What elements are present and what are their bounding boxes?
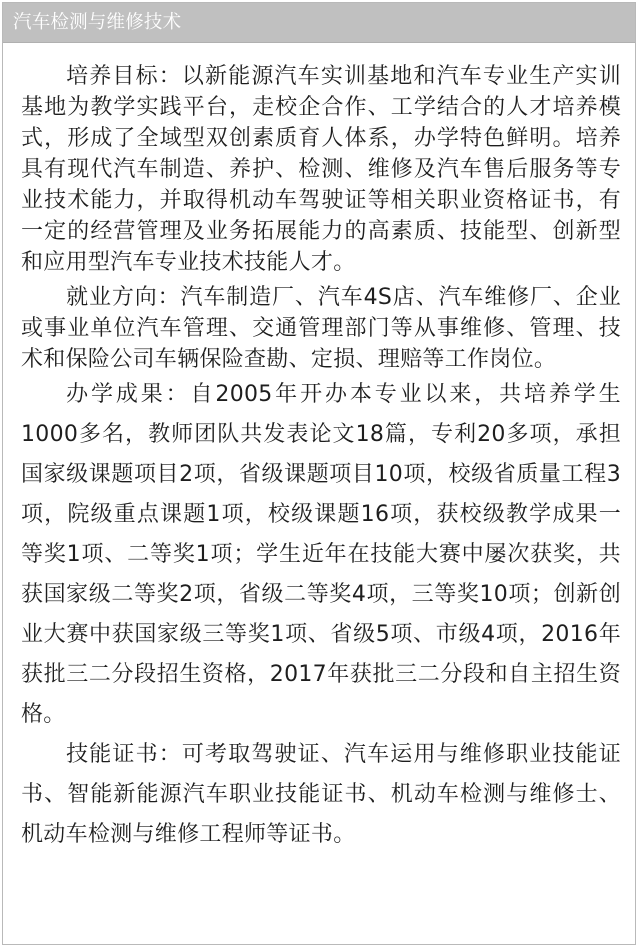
panel-body: [3, 43, 635, 855]
paragraph-employment: 就业方向：汽车制造厂、汽车4S店、汽车维修厂、企业或事业单位汽车管理、交通管理部门等从事维修、管理、技术和保险公司车辆保险查勘、定损、理赔等工作岗位。: [21, 285, 621, 372]
panel-title: 汽车检测与维修技术: [3, 3, 635, 43]
content-panel: [2, 2, 636, 945]
paragraph-training-goal: 培养目标：以新能源汽车实训基地和汽车专业生产实训基地为教学实践平台，走校企合作、工学结合的人才培养模式，形成了全域型双创素质育人体系，办学特色鲜明。培养具有现代汽车制造、养护、检测、维修及汽车售后服务等专业技术能力，并取得机动车驾驶证等相关职业资格证书，有一定的经营管理及业务拓展能力的高素质、技能型、创新型和应用型汽车专业技术技能人才。: [21, 64, 621, 275]
paragraph-certificates: 技能证书：可考取驾驶证、汽车运用与维修职业技能证书、智能新能源汽车职业技能证书、机动车检测与维修士、机动车检测与维修工程师等证书。: [21, 742, 621, 847]
paragraph-achievements: 办学成果：自2005年开办本专业以来，共培养学生1000多名，教师团队共发表论文18篇，专利20多项，承担国家级课题项目2项，省级课题项目10项，校级省质量工程3项，院级重点课题1项，校级课题16项，获校级教学成果一等奖1项、二等奖1项；学生近年在技能大赛中屡次获奖，共获国家级二等奖2项，省级二等奖4项，三等奖10项；创新创业大赛中获国家级三等奖1项、省级5项、市级4项，2016年获批三二分段招生资格，2017年获批三二分段和自主招生资格。: [21, 382, 621, 727]
